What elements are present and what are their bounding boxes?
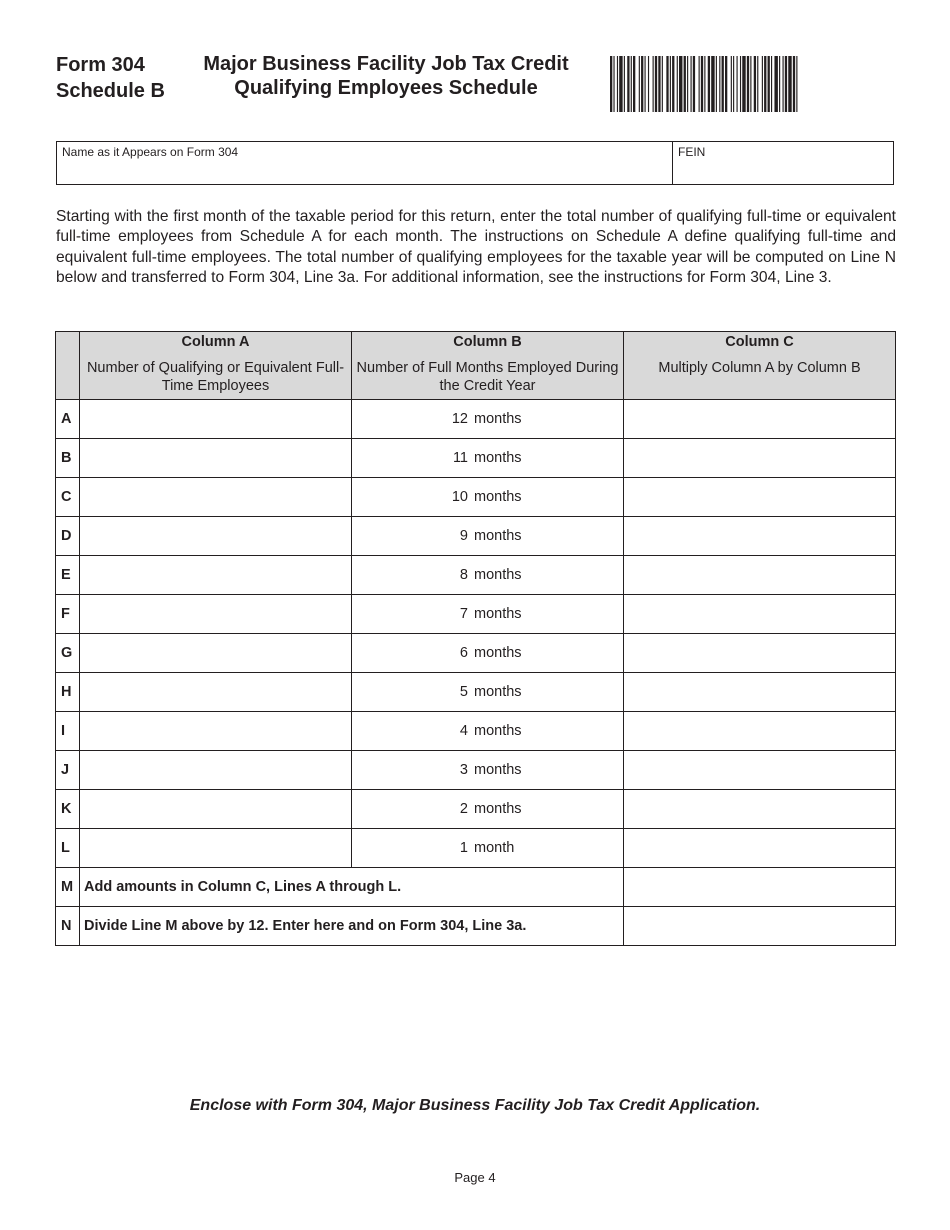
- column-a-input[interactable]: [80, 673, 352, 712]
- line-letter: L: [56, 829, 80, 868]
- months-cell: [352, 478, 624, 517]
- months-value: 10: [451, 489, 468, 505]
- column-c-input[interactable]: [624, 595, 896, 634]
- months-unit: months: [474, 645, 522, 661]
- enclosure-note: Enclose with Form 304, Major Business Facility Job Tax Credit Application.: [189, 1097, 761, 1114]
- months-unit: months: [474, 528, 522, 544]
- barcode-image: [610, 56, 894, 112]
- column-c-input[interactable]: [624, 478, 896, 517]
- column-c-input[interactable]: [624, 829, 896, 868]
- table-row: [56, 751, 896, 790]
- table-row: [56, 478, 896, 517]
- months-value: 12: [451, 411, 468, 427]
- months-unit: months: [474, 411, 522, 427]
- table-row: [56, 439, 896, 478]
- months-cell: [352, 673, 624, 712]
- months-value: 6: [459, 645, 468, 661]
- months-unit: months: [474, 606, 522, 622]
- line-letter: J: [56, 751, 80, 790]
- line-letter: I: [56, 712, 80, 751]
- column-c-input[interactable]: [624, 751, 896, 790]
- months-cell: [352, 400, 624, 439]
- column-c-input[interactable]: [624, 673, 896, 712]
- line-letter: K: [56, 790, 80, 829]
- table-row: [56, 712, 896, 751]
- months-value: 7: [459, 606, 468, 622]
- column-a-input[interactable]: [80, 634, 352, 673]
- title-line-1: Major Business Facility Job Tax Credit: [203, 53, 569, 75]
- name-field[interactable]: [57, 142, 673, 184]
- column-a-input[interactable]: [80, 400, 352, 439]
- months-value: 5: [459, 684, 468, 700]
- column-a-input[interactable]: [80, 439, 352, 478]
- column-a-input[interactable]: [80, 829, 352, 868]
- months-value: 4: [459, 723, 468, 739]
- column-a-input[interactable]: [80, 595, 352, 634]
- months-cell: [352, 712, 624, 751]
- table-row: [56, 517, 896, 556]
- months-cell: [352, 829, 624, 868]
- column-b-label: Column B: [453, 334, 522, 350]
- name-field-label: Name as it Appears on Form 304: [62, 145, 239, 159]
- months-value: 9: [459, 528, 468, 544]
- months-value: 8: [459, 567, 468, 583]
- taxpayer-identification-box: [56, 141, 894, 185]
- table-row: [56, 400, 896, 439]
- line-letter: A: [56, 400, 80, 439]
- months-value: 11: [452, 450, 468, 466]
- months-cell: [352, 790, 624, 829]
- table-row: [56, 790, 896, 829]
- column-c-header: [624, 332, 896, 400]
- line-letter: G: [56, 634, 80, 673]
- table-row: [56, 829, 896, 868]
- column-c-input[interactable]: [624, 790, 896, 829]
- column-c-input[interactable]: [624, 634, 896, 673]
- column-c-input[interactable]: [624, 712, 896, 751]
- fein-field[interactable]: [673, 142, 893, 184]
- months-unit: months: [474, 723, 522, 739]
- column-c-label: Column C: [725, 334, 794, 350]
- column-a-label: Column A: [181, 334, 250, 350]
- schedule-label: Schedule B: [56, 80, 165, 102]
- months-cell: [352, 439, 624, 478]
- total-row-m: [56, 868, 896, 907]
- line-m-input[interactable]: [624, 868, 896, 907]
- column-b-header: [352, 332, 624, 400]
- table-row: [56, 556, 896, 595]
- table-row: [56, 673, 896, 712]
- column-a-input[interactable]: [80, 751, 352, 790]
- line-n-input[interactable]: [624, 907, 896, 946]
- table-row: [56, 595, 896, 634]
- months-value: 1: [459, 840, 468, 856]
- form-number: Form 304: [56, 54, 145, 76]
- table-row: [56, 634, 896, 673]
- instructions-paragraph: Starting with the first month of the taxable period for this return, enter the total number of qualifying full-time or equivalent full-time employees from Schedule A for each month. The instructions on Schedule A define qualifying full-time and equivalent full-time employees. The total number of qualifying employees for the taxable year will be computed on Line N below and transferred to Form 304, Line 3a. For additional information, see the instructions for Form 304, Line 3.: [56, 208, 896, 287]
- total-instruction: Divide Line M above by 12. Enter here and on Form 304, Line 3a.: [80, 907, 624, 946]
- column-c-input[interactable]: [624, 517, 896, 556]
- line-letter: H: [56, 673, 80, 712]
- line-letter: M: [56, 868, 80, 907]
- months-cell: [352, 517, 624, 556]
- line-letter: C: [56, 478, 80, 517]
- column-c-input[interactable]: [624, 400, 896, 439]
- column-b-description: Number of Full Months Employed During the Credit Year: [356, 360, 619, 394]
- months-unit: month: [474, 840, 515, 856]
- column-a-input[interactable]: [80, 556, 352, 595]
- fein-field-label: FEIN: [678, 145, 706, 159]
- months-unit: months: [474, 762, 522, 778]
- months-unit: months: [474, 684, 522, 700]
- total-row-n: [56, 907, 896, 946]
- months-cell: [352, 634, 624, 673]
- months-cell: [352, 556, 624, 595]
- line-letter: D: [56, 517, 80, 556]
- column-a-description: Number of Qualifying or Equivalent Full-Time Employees: [86, 360, 345, 394]
- qualifying-employees-table: [55, 331, 896, 946]
- line-letter-header: [56, 332, 80, 400]
- months-unit: months: [474, 450, 522, 466]
- column-c-description: Multiply Column A by Column B: [658, 360, 861, 376]
- line-letter: N: [56, 907, 80, 946]
- column-a-input[interactable]: [80, 790, 352, 829]
- page-number: Page 4: [454, 1170, 496, 1185]
- line-letter: F: [56, 595, 80, 634]
- months-unit: months: [474, 801, 522, 817]
- months-value: 3: [459, 762, 468, 778]
- months-unit: months: [474, 567, 522, 583]
- column-a-input[interactable]: [80, 712, 352, 751]
- total-instruction: Add amounts in Column C, Lines A through L.: [80, 868, 624, 907]
- line-letter: B: [56, 439, 80, 478]
- column-c-input[interactable]: [624, 556, 896, 595]
- line-letter: E: [56, 556, 80, 595]
- column-a-input[interactable]: [80, 517, 352, 556]
- months-cell: [352, 751, 624, 790]
- title-line-2: Qualifying Employees Schedule: [234, 77, 538, 99]
- table-header-row: [56, 332, 896, 400]
- column-a-input[interactable]: [80, 478, 352, 517]
- months-value: 2: [459, 801, 468, 817]
- column-c-input[interactable]: [624, 439, 896, 478]
- months-unit: months: [474, 489, 522, 505]
- months-cell: [352, 595, 624, 634]
- form-title: [180, 52, 592, 100]
- column-a-header: [80, 332, 352, 400]
- form-identifier: [56, 52, 165, 104]
